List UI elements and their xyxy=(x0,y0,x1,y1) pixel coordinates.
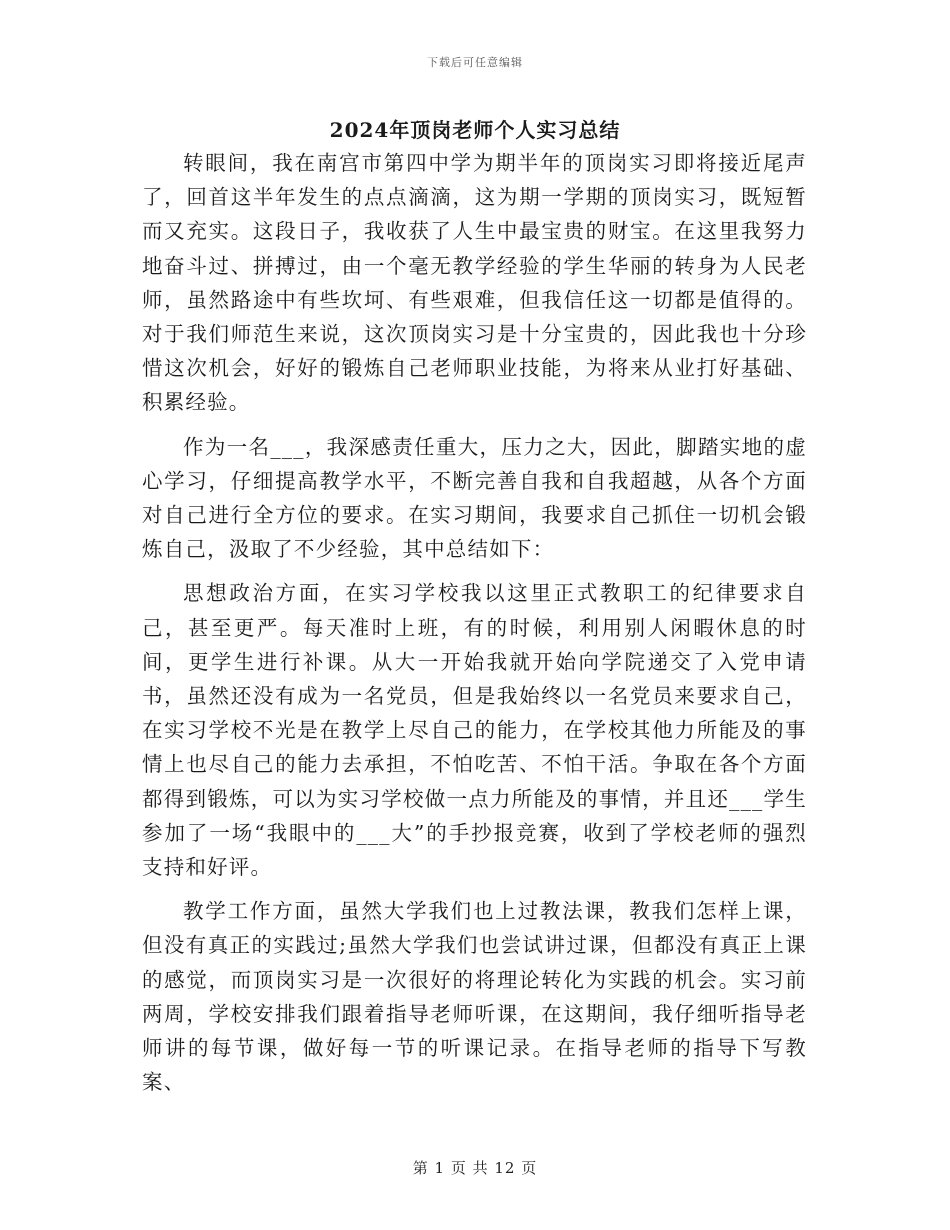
page-number-footer: 第 1 页 共 12 页 xyxy=(412,1159,538,1177)
page-header-note: 下载后可任意编辑 xyxy=(427,56,523,69)
body-paragraph: 思想政治方面，在实习学校我以这里正式教职工的纪律要求自己，甚至更严。每天准时上班，有的时候，利用别人闲暇休息的时间，更学生进行补课。从大一开始我就开始向学院递交了入党申请书，虽然还没有成为一名党员，但是我始终以一名党员来要求自己，在实习学校不光是在教学上尽自己的能力，在学校其他力所能及的事情上也尽自己的能力去承担，不怕吃苦、不怕干活。争取在各个方面都得到锻炼，可以为实习学校做一点力所能及的事情，并且还___学生参加了一场“我眼中的___大”的手抄报竞赛，收到了学校老师的强烈支持和好评。 xyxy=(142,581,807,880)
document-title: 2024年顶岗老师个人实习总结 xyxy=(329,118,621,142)
body-paragraph: 教学工作方面，虽然大学我们也上过教法课，教我们怎样上课，但没有真正的实践过;虽然大学我们也尝试讲过课，但都没有真正上课的感觉，而顶岗实习是一次很好的将理论转化为实践的机会。实习前两周，学校安排我们跟着指导老师听课，在这期间，我仔细听指导老师讲的每节课，做好每一节的听课记录。在指导老师的指导下写教案、 xyxy=(142,899,807,1095)
body-paragraph: 转眼间，我在南宫市第四中学为期半年的顶岗实习即将接近尾声了，回首这半年发生的点点滴滴，这为期一学期的顶岗实习，既短暂而又充实。这段日子，我收获了人生中最宝贵的财宝。在这里我努力地奋斗过、拼搏过，由一个毫无教学经验的学生华丽的转身为人民老师，虽然路途中有些坎坷、有些艰难，但我信任这一切都是值得的。对于我们师范生来说，这次顶岗实习是十分宝贵的，因此我也十分珍惜这次机会，好好的锻炼自己老师职业技能，为将来从业打好基础、积累经验。 xyxy=(142,151,807,415)
document-body xyxy=(142,146,807,1109)
body-paragraph: 作为一名___，我深感责任重大，压力之大，因此，脚踏实地的虚心学习，仔细提高教学水平，不断完善自我和自我超越，从各个方面对自己进行全方位的要求。在实习期间，我要求自己抓住一切机会锻炼自己，汲取了不少经验，其中总结如下： xyxy=(142,434,807,562)
